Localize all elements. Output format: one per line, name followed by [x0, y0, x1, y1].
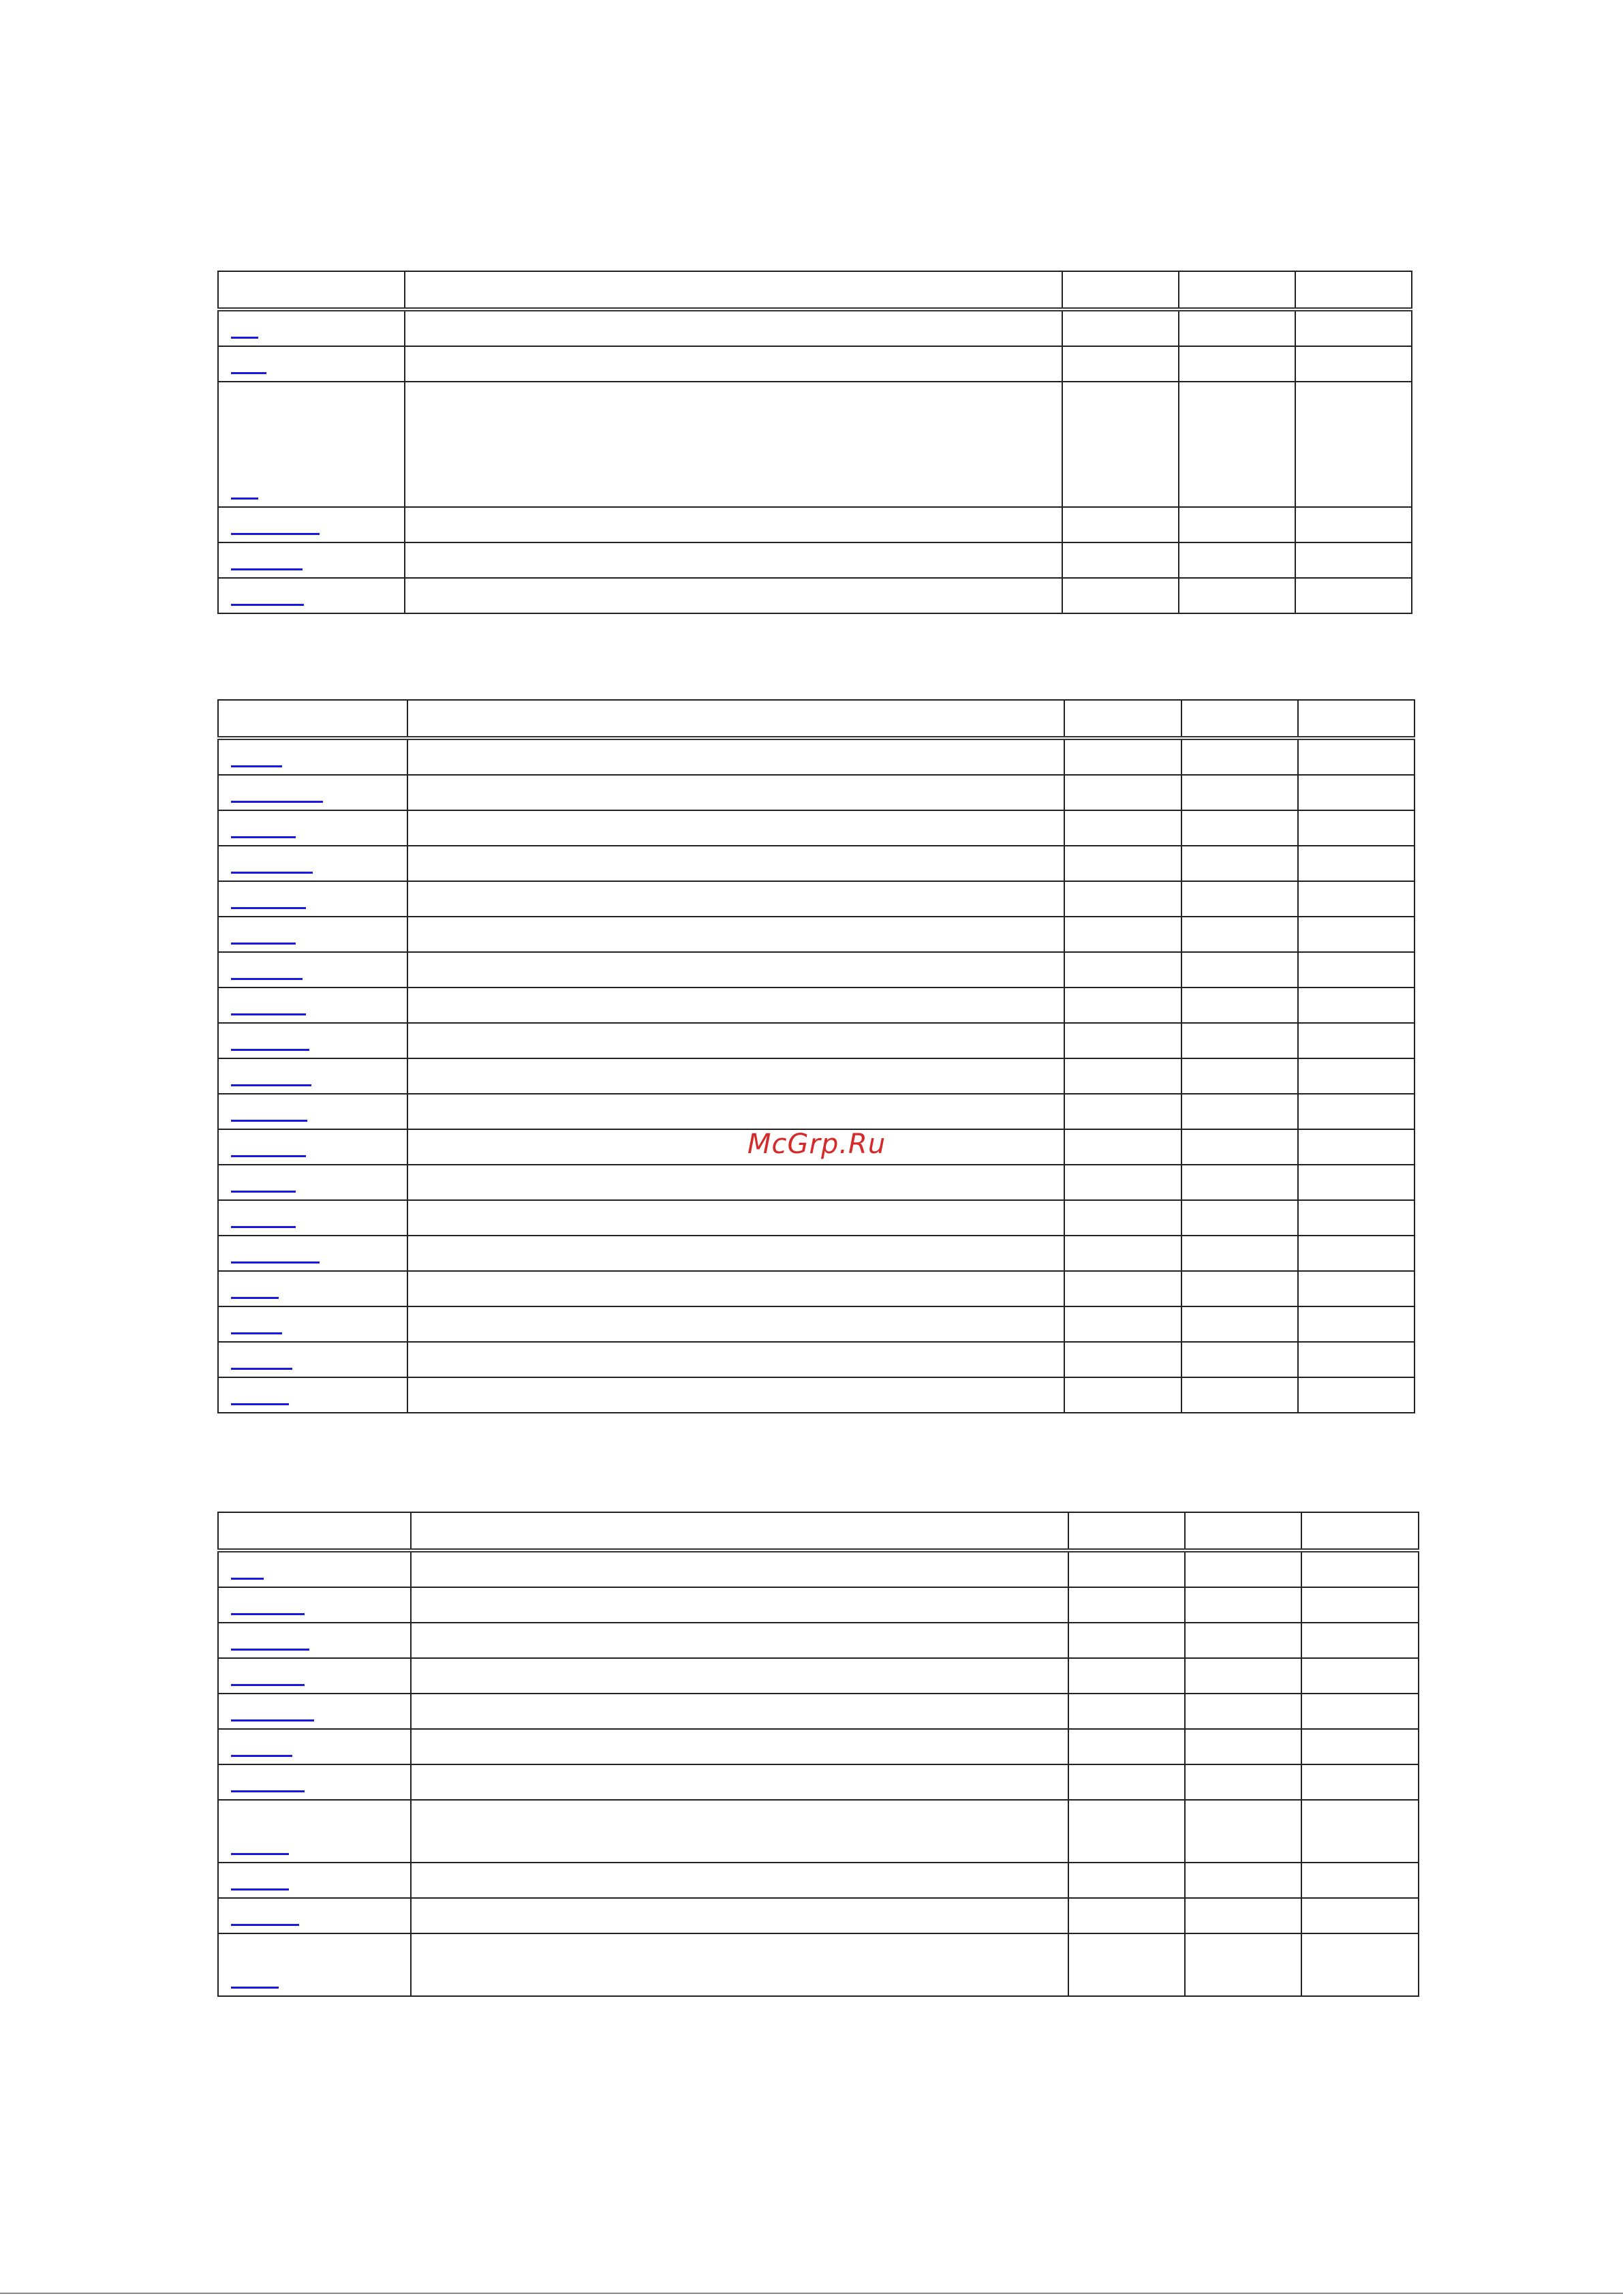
table-cell [411, 1764, 1068, 1800]
table-cell [1068, 1587, 1185, 1623]
row-link[interactable] [231, 1188, 296, 1193]
table-row [218, 1550, 1419, 1587]
row-link[interactable] [231, 1082, 311, 1086]
link-cell [218, 382, 405, 507]
table-cell [1179, 507, 1295, 542]
row-link[interactable] [231, 1223, 296, 1228]
row-link[interactable] [231, 566, 303, 570]
link-cell [218, 1587, 411, 1623]
table-cell [407, 881, 1064, 917]
table-cell [411, 1694, 1068, 1729]
table-cell [1181, 1129, 1298, 1165]
table-cell [411, 1898, 1068, 1933]
table-cell [1298, 1129, 1415, 1165]
row-link[interactable] [231, 1788, 305, 1792]
table-cell [1295, 507, 1412, 542]
table-cell [1179, 542, 1295, 578]
header-cell [405, 271, 1062, 309]
table-cell [411, 1729, 1068, 1764]
table-cell [1181, 1342, 1298, 1377]
table-cell [1068, 1933, 1185, 1996]
row-link[interactable] [231, 869, 313, 874]
table-cell [1298, 810, 1415, 846]
table-cell [407, 1129, 1064, 1165]
table-cell [407, 952, 1064, 988]
row-link[interactable] [231, 1259, 320, 1264]
table-cell [407, 1236, 1064, 1271]
table-cell [1301, 1863, 1419, 1898]
table-cell [1181, 917, 1298, 952]
table-cell [1181, 738, 1298, 775]
table-row [218, 1342, 1415, 1377]
table-cell [1298, 988, 1415, 1023]
table-row [218, 1933, 1419, 1996]
table-cell [1301, 1898, 1419, 1933]
row-link[interactable] [231, 1330, 282, 1334]
link-cell [218, 1764, 411, 1800]
table-cell [1064, 1236, 1181, 1271]
table-cell [1064, 988, 1181, 1023]
table-cell [1185, 1623, 1301, 1658]
table-cell [1298, 1094, 1415, 1129]
table-cell [407, 810, 1064, 846]
table-cell [1185, 1694, 1301, 1729]
table-cell [1295, 346, 1412, 382]
table-cell [1179, 309, 1295, 346]
table-cell [1295, 542, 1412, 578]
header-cell [1064, 700, 1181, 738]
link-cell [218, 775, 407, 810]
link-cell [218, 1933, 411, 1996]
table-row [218, 1094, 1415, 1129]
link-cell [218, 1271, 407, 1306]
link-cell [218, 810, 407, 846]
header-cell [218, 1512, 411, 1550]
table-cell [1064, 1094, 1181, 1129]
watermark: McGrp.Ru [747, 1129, 886, 1160]
table-cell [405, 542, 1062, 578]
row-link[interactable] [231, 1984, 279, 1989]
table-cell [1064, 1306, 1181, 1342]
table-cell [1179, 346, 1295, 382]
header-row [218, 700, 1415, 738]
table-cell [1068, 1694, 1185, 1729]
table-cell [1185, 1550, 1301, 1587]
table-cell [411, 1623, 1068, 1658]
header-cell [218, 700, 407, 738]
table-row [218, 1764, 1419, 1800]
table-cell [411, 1658, 1068, 1694]
link-cell [218, 1200, 407, 1236]
header-cell [1068, 1512, 1185, 1550]
table-row [218, 1658, 1419, 1694]
table-cell [1181, 1306, 1298, 1342]
table-cell [1185, 1863, 1301, 1898]
header-cell [1185, 1512, 1301, 1550]
link-cell [218, 578, 405, 613]
row-link[interactable] [231, 1152, 306, 1157]
table-cell [1295, 578, 1412, 613]
table-cell [405, 578, 1062, 613]
table-cell [407, 1094, 1064, 1129]
table-row [218, 917, 1415, 952]
link-cell [218, 1898, 411, 1933]
table-row [218, 952, 1415, 988]
row-link[interactable] [231, 1681, 305, 1686]
table-cell [1301, 1800, 1419, 1863]
table-cell [1298, 1377, 1415, 1413]
row-link[interactable] [231, 369, 266, 374]
table-cell [405, 346, 1062, 382]
table-row [218, 1800, 1419, 1863]
table-cell [1298, 952, 1415, 988]
table-cell [407, 1306, 1064, 1342]
header-cell [1298, 700, 1415, 738]
table-cell [1068, 1550, 1185, 1587]
table-cell [1301, 1729, 1419, 1764]
table-cell [1301, 1694, 1419, 1729]
table-cell [411, 1587, 1068, 1623]
link-cell [218, 1094, 407, 1129]
link-cell [218, 917, 407, 952]
table-cell [1301, 1658, 1419, 1694]
table-cell [407, 846, 1064, 881]
row-link[interactable] [231, 1752, 292, 1757]
table-cell [1185, 1729, 1301, 1764]
table-cell [1179, 578, 1295, 613]
table-row [218, 1729, 1419, 1764]
table-cell [1185, 1764, 1301, 1800]
table-cell [1062, 507, 1179, 542]
table-cell [1298, 846, 1415, 881]
link-cell [218, 507, 405, 542]
header-cell [407, 700, 1064, 738]
table-cell [407, 775, 1064, 810]
row-link[interactable] [231, 1610, 305, 1615]
header-cell [1179, 271, 1295, 309]
table-cell [1298, 1342, 1415, 1377]
table-cell [411, 1933, 1068, 1996]
link-cell [218, 738, 407, 775]
header-cell [1301, 1512, 1419, 1550]
table-cell [1062, 382, 1179, 507]
table-row [218, 1058, 1415, 1094]
table-cell [407, 1165, 1064, 1200]
table-row [218, 507, 1412, 542]
row-link[interactable] [231, 1294, 279, 1299]
table-cell [1181, 775, 1298, 810]
table-cell [1185, 1800, 1301, 1863]
table-cell [1062, 309, 1179, 346]
table-cell [411, 1550, 1068, 1587]
table-cell [1181, 810, 1298, 846]
table-row [218, 1377, 1415, 1413]
table-cell [1181, 1165, 1298, 1200]
table-row [218, 1306, 1415, 1342]
table-cell [407, 1058, 1064, 1094]
table-cell [1064, 1165, 1181, 1200]
table-cell [1181, 881, 1298, 917]
table-cell [1185, 1898, 1301, 1933]
row-link[interactable] [231, 798, 323, 803]
table-cell [1064, 1023, 1181, 1058]
table-row [218, 1165, 1415, 1200]
link-cell [218, 1023, 407, 1058]
table-cell [1064, 810, 1181, 846]
table-cell [1064, 738, 1181, 775]
table-cell [1301, 1933, 1419, 1996]
header-row [218, 1512, 1419, 1550]
table-row [218, 1898, 1419, 1933]
table-cell [1298, 1271, 1415, 1306]
table-row [218, 1587, 1419, 1623]
table-cell [1181, 1377, 1298, 1413]
table-cell [1064, 1058, 1181, 1094]
table-cell [1301, 1623, 1419, 1658]
table-cell [1068, 1623, 1185, 1658]
table-cell [1298, 775, 1415, 810]
table-cell [1298, 1165, 1415, 1200]
link-cell [218, 1800, 411, 1863]
link-cell [218, 1694, 411, 1729]
table-cell [1064, 917, 1181, 952]
table-cell [411, 1863, 1068, 1898]
table-cell [1064, 1342, 1181, 1377]
table-cell [1298, 1236, 1415, 1271]
table-cell [1181, 1094, 1298, 1129]
link-cell [218, 881, 407, 917]
row-link[interactable] [231, 904, 306, 909]
row-link[interactable] [231, 601, 304, 606]
table-cell [1185, 1587, 1301, 1623]
header-cell [218, 271, 405, 309]
table-cell [1295, 309, 1412, 346]
link-cell [218, 1342, 407, 1377]
table-cell [1181, 1023, 1298, 1058]
table-cell [1181, 1236, 1298, 1271]
table-cell [1181, 952, 1298, 988]
link-cell [218, 1306, 407, 1342]
link-cell [218, 542, 405, 578]
link-cell [218, 309, 405, 346]
row-link[interactable] [231, 1365, 292, 1370]
link-cell [218, 1623, 411, 1658]
table-cell [1298, 881, 1415, 917]
row-link[interactable] [231, 1400, 289, 1405]
row-link[interactable] [231, 1886, 289, 1891]
table-row [218, 1623, 1419, 1658]
table-cell [1062, 346, 1179, 382]
header-cell [1181, 700, 1298, 738]
row-link[interactable] [231, 530, 320, 535]
row-link[interactable] [231, 1575, 264, 1580]
header-row [218, 271, 1412, 309]
table-cell [1064, 1200, 1181, 1236]
table-row [218, 846, 1415, 881]
link-cell [218, 1729, 411, 1764]
link-cell [218, 1165, 407, 1200]
header-cell [1295, 271, 1412, 309]
table-cell [407, 1342, 1064, 1377]
row-link[interactable] [231, 1646, 309, 1651]
table-row [218, 1271, 1415, 1306]
link-cell [218, 988, 407, 1023]
table-cell [407, 1200, 1064, 1236]
table-cell [1181, 846, 1298, 881]
table-cell [407, 1377, 1064, 1413]
table-cell [1064, 775, 1181, 810]
table-1 [217, 271, 1412, 614]
table-cell [1298, 1023, 1415, 1058]
table-cell [1068, 1800, 1185, 1863]
table-cell [1181, 1271, 1298, 1306]
link-cell [218, 846, 407, 881]
link-cell [218, 1058, 407, 1094]
table-cell [1185, 1658, 1301, 1694]
row-link[interactable] [231, 763, 282, 767]
table-row [218, 810, 1415, 846]
table-cell [407, 738, 1064, 775]
table-row [218, 1863, 1419, 1898]
link-cell [218, 346, 405, 382]
table-cell [1068, 1898, 1185, 1933]
table-row [218, 1694, 1419, 1729]
row-link[interactable] [231, 1850, 289, 1855]
header-cell [1062, 271, 1179, 309]
table-cell [407, 917, 1064, 952]
header-cell [411, 1512, 1068, 1550]
table-cell [1298, 917, 1415, 952]
table-cell [1295, 382, 1412, 507]
table-cell [1064, 881, 1181, 917]
table-row [218, 738, 1415, 775]
row-link[interactable] [231, 940, 296, 945]
table-cell [1062, 578, 1179, 613]
table-row [218, 346, 1412, 382]
table-cell [405, 309, 1062, 346]
link-cell [218, 952, 407, 988]
row-link[interactable] [231, 1046, 309, 1051]
table-cell [1298, 1058, 1415, 1094]
table-row [218, 775, 1415, 810]
table-cell [1068, 1863, 1185, 1898]
table-row [218, 1200, 1415, 1236]
table-row [218, 382, 1412, 507]
link-cell [218, 1863, 411, 1898]
table-cell [405, 507, 1062, 542]
row-link[interactable] [231, 833, 296, 838]
table-row [218, 542, 1412, 578]
table-3 [217, 1512, 1419, 1997]
table-cell [1181, 1200, 1298, 1236]
table-row [218, 1023, 1415, 1058]
table-cell [407, 1023, 1064, 1058]
table-cell [1064, 1129, 1181, 1165]
link-cell [218, 1377, 407, 1413]
row-link[interactable] [231, 975, 303, 980]
table-2 [217, 699, 1415, 1413]
table-cell [1181, 988, 1298, 1023]
row-link[interactable] [231, 1117, 307, 1122]
row-link[interactable] [231, 1717, 314, 1721]
link-cell [218, 1658, 411, 1694]
table-row [218, 578, 1412, 613]
table-cell [1181, 1058, 1298, 1094]
table-cell [1301, 1587, 1419, 1623]
table-cell [1068, 1729, 1185, 1764]
table-cell [411, 1800, 1068, 1863]
row-link[interactable] [231, 334, 258, 339]
table-cell [1064, 846, 1181, 881]
table-row [218, 881, 1415, 917]
link-cell [218, 1129, 407, 1165]
table-row [218, 988, 1415, 1023]
table-cell [1298, 1200, 1415, 1236]
table-cell [1062, 542, 1179, 578]
row-link[interactable] [231, 1921, 299, 1926]
table-row [218, 309, 1412, 346]
row-link[interactable] [231, 1011, 306, 1015]
table-cell [1179, 382, 1295, 507]
table-cell [1185, 1933, 1301, 1996]
table-cell [1068, 1658, 1185, 1694]
row-link[interactable] [231, 495, 258, 500]
table-cell [1068, 1764, 1185, 1800]
table-cell [1298, 1306, 1415, 1342]
link-cell [218, 1550, 411, 1587]
table-cell [407, 1271, 1064, 1306]
table-row [218, 1236, 1415, 1271]
page-bottom-rule [0, 2293, 1623, 2294]
table-cell [1064, 1377, 1181, 1413]
table-cell [1064, 952, 1181, 988]
table-cell [405, 382, 1062, 507]
table-cell [1301, 1550, 1419, 1587]
table-cell [1298, 738, 1415, 775]
table-cell [1301, 1764, 1419, 1800]
table-cell [407, 988, 1064, 1023]
table-cell [1064, 1271, 1181, 1306]
link-cell [218, 1236, 407, 1271]
